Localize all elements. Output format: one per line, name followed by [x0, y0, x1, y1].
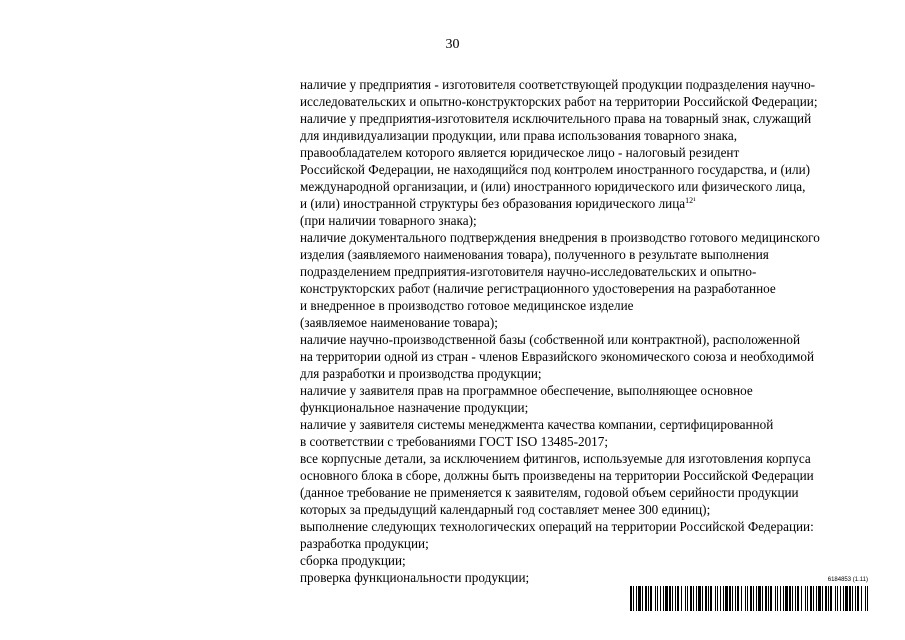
footnote-reference: 12¹	[685, 196, 696, 205]
barcode-label: 6184853 (1.11)	[827, 577, 868, 583]
text-line: наличие у предприятия-изготовителя исключительного права на товарный знак, служащий	[300, 111, 812, 126]
text-line: и (или) иностранной структуры без образования юридического лица$^{12^1}$	[300, 196, 696, 211]
barcode-bar	[705, 586, 707, 611]
barcode-bar	[708, 586, 709, 611]
barcode-bar	[663, 586, 664, 611]
text-line: изделия (заявляемого наименования товара), полученного в результате выполнения	[300, 247, 769, 262]
text-line: на территории одной из стран - членов Евразийского экономического союза и необходимой	[300, 349, 815, 364]
text-line: выполнение следующих технологических операций на территории Российской Федерации:	[300, 519, 814, 534]
text-line: правообладателем которого является юридическое лицо - налоговый резидент	[300, 145, 740, 160]
text-line: наличие у заявителя прав на программное обеспечение, выполняющее основное	[300, 383, 753, 398]
barcode-bar	[725, 586, 728, 611]
barcode-bar	[756, 586, 757, 611]
barcode-bar	[750, 586, 752, 611]
barcode-bar	[657, 586, 658, 611]
text-line: подразделением предприятия-изготовителя научно-исследовательских и опытно-	[300, 264, 757, 279]
barcode-bar	[861, 586, 862, 611]
text-line: наличие у заявителя системы менеджмента качества компании, сертифицированной	[300, 417, 774, 432]
barcode-bar	[852, 586, 853, 611]
barcode-bar	[732, 586, 733, 611]
barcode-bar	[797, 586, 799, 611]
barcode-bar	[698, 586, 701, 611]
text-line: функциональное назначение продукции;	[300, 400, 529, 415]
text-line: для разработки и производства продукции;	[300, 366, 542, 381]
barcode-bar	[729, 586, 731, 611]
barcode-bar	[855, 586, 856, 611]
barcode-bar	[785, 586, 788, 611]
page-number: 30	[445, 37, 460, 52]
text-line: (заявляемое наименование товара);	[300, 315, 498, 330]
barcode-bar	[685, 586, 686, 611]
barcode-bar	[645, 586, 647, 611]
barcode-bar	[818, 586, 821, 611]
barcode-bar	[633, 586, 634, 611]
barcode-bar	[857, 586, 859, 611]
barcode-bar	[648, 586, 649, 611]
text-line: проверка функциональности продукции;	[300, 570, 530, 585]
barcode-bar	[758, 586, 761, 611]
barcode-bar	[660, 586, 661, 611]
text-line: наличие документального подтверждения внедрения в производство готового медицинского	[300, 230, 820, 245]
text-line: наличие у предприятия - изготовителя соответствующей продукции подразделения научно-	[300, 77, 816, 92]
barcode-bar	[780, 586, 781, 611]
barcode-bar	[702, 586, 703, 611]
barcode-bar	[810, 586, 812, 611]
text-line: разработка продукции;	[300, 536, 429, 551]
barcode-bar	[768, 586, 769, 611]
barcode-block	[630, 577, 868, 611]
barcode-bar	[835, 586, 836, 611]
text-line: наличие научно-производственной базы (собственной или контрактной), расположенной	[300, 332, 801, 347]
barcode-bar	[816, 586, 817, 611]
text-line: все корпусные детали, за исключением фитингов, используемые для изготовления корпуса	[300, 451, 811, 466]
text-line: (данное требование не применяется к заявителям, годовой объем серийности продукции	[300, 485, 799, 500]
barcode-bar	[717, 586, 718, 611]
barcode-bar	[867, 586, 868, 611]
barcode-bar	[843, 586, 844, 611]
barcode-bar	[845, 586, 848, 611]
barcode-bar	[840, 586, 841, 611]
barcode-bar	[677, 586, 679, 611]
barcode-bar	[822, 586, 823, 611]
barcode-bar	[825, 586, 827, 611]
barcode-image	[630, 586, 868, 611]
barcode-bar	[630, 586, 632, 611]
barcode-bar	[693, 586, 694, 611]
barcode-bar	[665, 586, 668, 611]
text-line: для индивидуализации продукции, или права использования товарного знака,	[300, 128, 738, 143]
barcode-bar	[792, 586, 793, 611]
text-line: сборка продукции;	[300, 553, 406, 568]
barcode-bar	[765, 586, 767, 611]
barcode-bar	[687, 586, 688, 611]
barcode-bar	[762, 586, 763, 611]
barcode-bar	[828, 586, 829, 611]
barcode-bar	[753, 586, 754, 611]
barcode-bar	[813, 586, 814, 611]
text-line: Российской Федерации, не находящийся под контролем иностранного государства, и (или)	[300, 162, 811, 177]
text-line: конструкторских работ (наличие регистрационного удостоверения на разработанное	[300, 281, 776, 296]
barcode-bar	[735, 586, 736, 611]
barcode-bar	[830, 586, 832, 611]
text-line: основного блока в сборе, должны быть произведены на территории Российской Федерации	[300, 468, 814, 483]
barcode-bar	[741, 586, 742, 611]
barcode-bar	[696, 586, 697, 611]
barcode-bar	[675, 586, 676, 611]
barcode-bar	[650, 586, 652, 611]
barcode-bar	[777, 586, 778, 611]
text-line: и внедренное в производство готовое медицинское изделие	[300, 298, 634, 313]
barcode-bar	[745, 586, 746, 611]
barcode-bar	[865, 586, 866, 611]
barcode-bar	[807, 586, 808, 611]
barcode-bar	[720, 586, 721, 611]
text-line: международной организации, и (или) иностранного юридического или физического лица,	[300, 179, 806, 194]
barcode-bar	[690, 586, 692, 611]
text-line: (при наличии товарного знака);	[300, 213, 477, 228]
barcode-bar	[636, 586, 637, 611]
barcode-bar	[642, 586, 643, 611]
barcode-bar	[795, 586, 796, 611]
barcode-bar	[747, 586, 748, 611]
barcode-bar	[849, 586, 851, 611]
barcode-bar	[672, 586, 673, 611]
barcode-bar	[837, 586, 838, 611]
barcode-bar	[723, 586, 724, 611]
barcode-bar	[783, 586, 784, 611]
barcode-bar	[789, 586, 791, 611]
barcode-bar	[737, 586, 739, 611]
document-body	[300, 76, 875, 586]
barcode-bar	[710, 586, 712, 611]
barcode-bar	[681, 586, 682, 611]
text-line: исследовательских и опытно-конструкторских работ на территории Российской Федерации;	[300, 94, 818, 109]
barcode-bar	[638, 586, 641, 611]
text-line: которых за предыдущий календарный год составляет менее 300 единиц);	[300, 502, 711, 517]
barcode-bar	[655, 586, 656, 611]
text-line: в соответствии с требованиями ГОСТ ISO 13485-2017;	[300, 434, 609, 449]
barcode-bar	[715, 586, 716, 611]
barcode-bar	[770, 586, 772, 611]
barcode-bar	[801, 586, 802, 611]
barcode-bar	[805, 586, 806, 611]
barcode-bar	[669, 586, 671, 611]
barcode-bar	[775, 586, 776, 611]
